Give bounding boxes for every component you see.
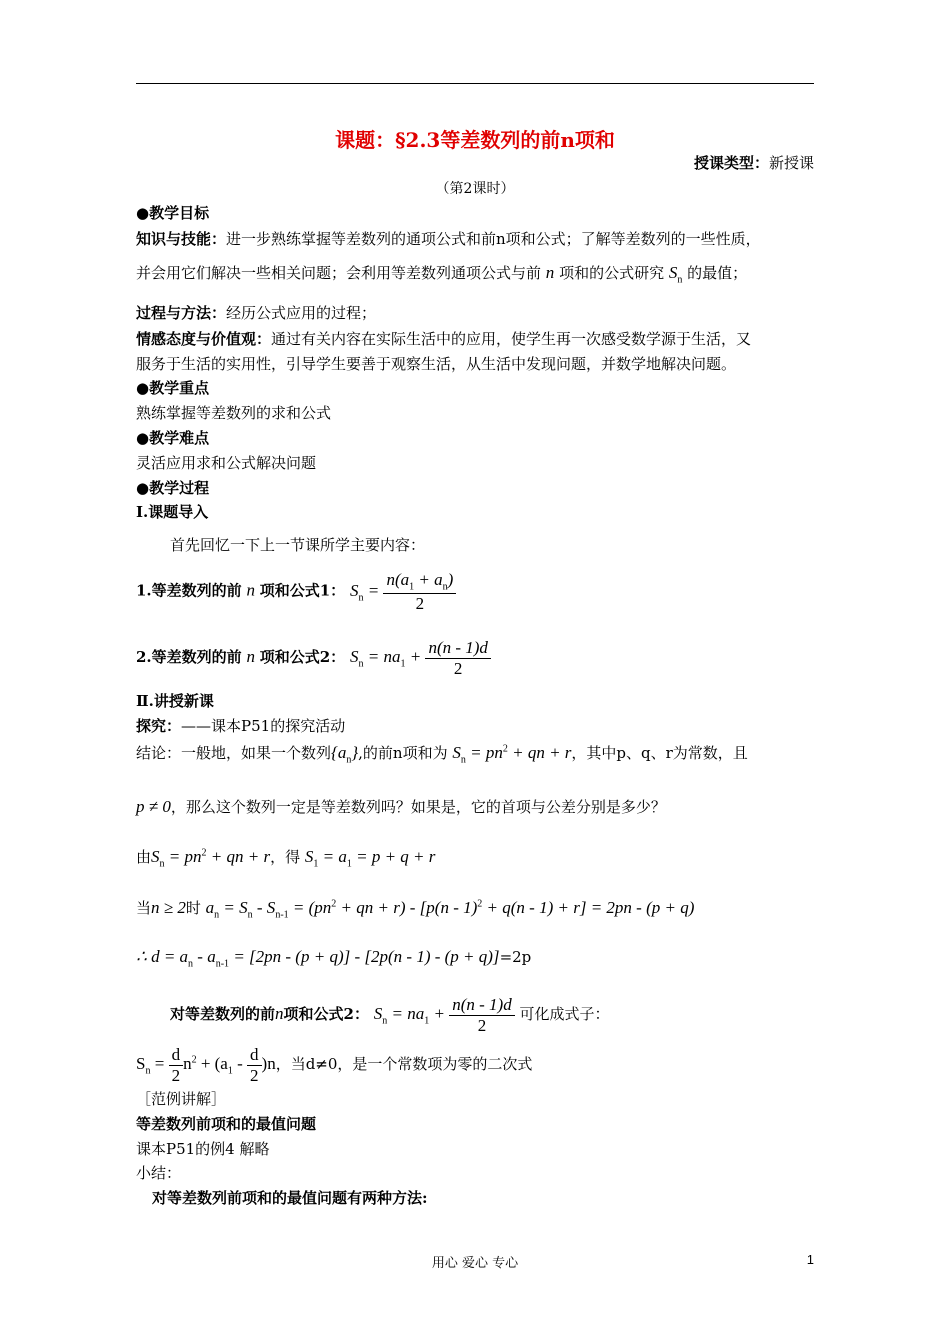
part1-title: Ⅰ.课题导入 (136, 503, 209, 521)
n-symbol: n (545, 263, 555, 282)
lesson-type-label: 授课类型： (693, 154, 769, 172)
process-line: 过程与方法：经历公式应用的过程； (136, 304, 377, 322)
summary-label: 小结： (136, 1164, 182, 1182)
key-text: 熟练掌握等差数列的求和公式 (136, 404, 332, 422)
example-topic: 等差数列前项和的最值问题 (136, 1115, 317, 1133)
recall-text: 首先回忆一下上一节课所学主要内容： (170, 536, 426, 554)
sn-symbol: $S_n$ (668, 263, 683, 286)
formula-2: 2.等差数列的前 n 项和公式2： $S_n = na_1$ + $\frac{n(n - 1)d}{2}$ (136, 638, 491, 678)
attitude-line-1: 情感态度与价值观：通过有关内容在实际生活中的应用，使学生再一次感受数学源于生活，又 (136, 330, 752, 348)
knowledge-line-1: 知识与技能：进一步熟练掌握等差数列的通项公式和前n项和公式；了解等差数列的一些性质， (136, 230, 761, 248)
attitude-label: 情感态度与价值观： (136, 330, 272, 348)
explore-line: 探究：——课本P51的探究活动 (136, 717, 346, 735)
formula-1-fraction: $\frac{n(a_1 + a_n)}{2}$ (383, 570, 456, 613)
attitude-line-2: 服务于生活的实用性，引导学生要善于观察生活，从生活中发现问题，并数学地解决问题。 (136, 355, 737, 373)
lesson-type-value: 新授课 (768, 154, 814, 172)
section-key: ● 教学重点 (136, 377, 209, 398)
lesson-period: （第2课时） (435, 181, 515, 197)
page-footer: 用心 爱心 专心 (431, 1256, 519, 1271)
page-number: 1 (806, 1252, 814, 1267)
explore-label: 探究： (136, 717, 182, 735)
derivation-line-2: 当n ≥ 2时 $a_n = S_n - S_{n-1} = (pn^2$ + qn + r) - [p(n - 1)$^2$ + q(n - 1) + r] = 2pn - (p + q) (136, 898, 695, 921)
page-title: 课题：§2.3等差数列的前n项和 (335, 128, 615, 152)
conclusion-line-1: 结论：一般地，如果一个数列$\{a_n\}$,的前n项和为 $S_n = pn^2$ + qn + r，其中p、q、r为常数，且 (136, 743, 748, 766)
difficult-text: 灵活应用求和公式解决问题 (136, 454, 317, 472)
knowledge-label: 知识与技能： (136, 230, 227, 248)
process-label: 过程与方法： (136, 304, 227, 322)
formula-2-fraction: $\frac{n(n - 1)d}{2}$ (425, 638, 490, 678)
header-rule (136, 83, 814, 84)
derivation-line-3: ∴ $d = a_n - a_{n-1} = [2pn - (p + q)] - [2p(n - 1) - (p + q)]=2p$ (136, 947, 532, 970)
quadratic-form: $S_n$ = $\frac{d}{2}$ $n^2 + (a_1$ - $\frac{d}{2}$ )n，当d≠0，是一个常数项为零的二次式 (136, 1045, 533, 1085)
section-goals: ● 教学目标 (136, 202, 209, 223)
section-difficult: ● 教学难点 (136, 427, 209, 448)
summary-text: 对等差数列前项和的最值问题有两种方法: (152, 1189, 428, 1207)
part2-title: Ⅱ.讲授新课 (136, 692, 214, 710)
conclusion-line-2: p ≠ 0，那么这个数列一定是等差数列吗？如果是，它的首项与公差分别是多少？ (136, 797, 666, 816)
formula-1: 1.等差数列的前 n 项和公式1： $S_n$ = $\frac{n(a_1 + a_n)}{2}$ (136, 570, 456, 613)
section-process: ● 教学过程 (136, 477, 209, 498)
lesson-type (694, 152, 814, 173)
sum-formula-2: 对等差数列的前n项和公式2： $S_n = na_1$ + $\frac{n(n - 1)d}{2}$ 可化成式子： (170, 995, 610, 1035)
example-ref: 课本P51的例4 解略 (136, 1140, 270, 1158)
derivation-line-1: 由$S_n = pn^2$ + qn + r，得 $S_1 = a_1 = p + q + r$ (136, 847, 436, 870)
example-heading: ［范例讲解］ (136, 1090, 227, 1108)
knowledge-line-2: 并会用它们解决一些相关问题；会利用等差数列通项公式与前 n 项和的公式研究 $S_n$ 的最值； (136, 263, 748, 286)
